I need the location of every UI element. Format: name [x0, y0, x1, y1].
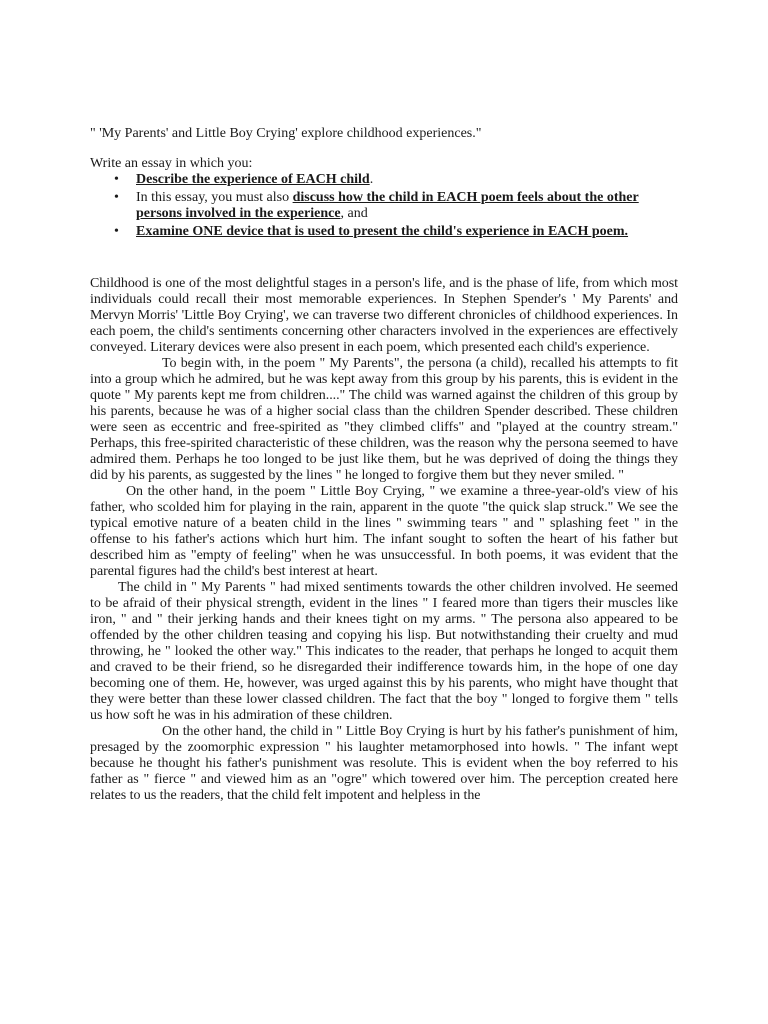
- essay-paragraph: The child in " My Parents " had mixed sentiments towards the other children involved. He seemed to be afraid of their physical strength, evident in the lines " I feared more than tigers their muscles like iron, " and " their jerking hands and their knees tight on my arms. " The persona also appeared to be offended by the other children teasing and copying his lisp. But notwithstanding their cruelty and mud throwing, he " looked the other way." This indicates to the reader, that perhaps he longed to acquit them and craved to be their friend, so he disregarded their indifference towards him, in the hope of one day becoming one of them. He, however, was urged against this by his parents, who might have thought that they were better than these lower classed children. The fact that the boy " longed to forgive them " tells us how soft he was in his admiration of these children.: [90, 580, 678, 723]
- essay-paragraph: On the other hand, the child in " Little Boy Crying is hurt by his father's punishment of him, presaged by the zoomorphic expression " his laughter metamorphosed into howls. " The infant wept because he thought his father's punishment was resolute. This is evident when the boy referred to his father as " fierce " and viewed him as an "ogre" which towered over him. The perception created here relates to us the readers, that the child felt impotent and helpless in the: [90, 724, 678, 803]
- essay-prompt-quote: " 'My Parents' and Little Boy Crying' explore childhood experiences.": [90, 126, 482, 141]
- task-item: [114, 190, 678, 222]
- task-list: [90, 172, 678, 240]
- task-emphasis-text: Describe the experience of EACH child: [136, 172, 370, 187]
- task-emphasis-text: discuss how the child in EACH poem feels about the other persons involved in the experience: [136, 190, 639, 221]
- essay-prompt-intro: Write an essay in which you:: [90, 156, 253, 171]
- task-item: [114, 172, 678, 188]
- document-page: [90, 126, 678, 804]
- bullet-icon: •: [114, 190, 119, 205]
- essay-paragraph: On the other hand, in the poem " Little Boy Crying, " we examine a three-year-old's view of his father, who scolded him for playing in the rain, apparent in the quote "the quick slap struck." We see the typical emotive nature of a beaten child in the lines " swimming tears " and " splashing feet " in the offense to his father's actions which hurt him. The infant sought to soften the heart of his father but described him as "empty of feeling" when he was unsuccessful. In both poems, it was evident that the parental figures had the child's best interest at heart.: [90, 484, 678, 579]
- bullet-icon: •: [114, 224, 119, 239]
- task-emphasis-text: Examine ONE device that is used to present the child's experience in EACH poem.: [136, 224, 629, 239]
- essay-body: [90, 276, 678, 804]
- task-lead-text: In this essay, you must also: [136, 190, 293, 205]
- task-tail-text: , and: [340, 206, 368, 221]
- task-item: [114, 224, 678, 240]
- essay-paragraph-introduction: Childhood is one of the most delightful stages in a person's life, and is the phase of life, from which most individuals could recall their most memorable experiences. In Stephen Spender's ' My Parents' and Mervyn Morris' 'Little Boy Crying', we can traverse two different chronicles of childhood experiences. In each poem, the child's sentiments concerning other characters involved in the experiences are effectively conveyed. Literary devices were also present in each poem, which presented each child's experience.: [90, 276, 678, 355]
- bullet-icon: •: [114, 172, 119, 187]
- task-tail-text: .: [369, 172, 374, 187]
- essay-paragraph: To begin with, in the poem " My Parents", the persona (a child), recalled his attempts to fit into a group which he admired, but he was kept away from this group by his parents, this is evident in the quote " My parents kept me from children...." The child was warned against the children of this group by his parents, because he was of a higher social class than the children Spender described. These children were seen as eccentric and free-spirited as "they climbed cliffs" and "played at the country stream." Perhaps, this free-spirited characteristic of these children, was the reason why the persona seemed to have admired them. Perhaps he too longed to be just like them, but he was deprived of doing the things they did by his parents, as suggested by the lines " he longed to forgive them but they never smiled. ": [90, 356, 678, 483]
